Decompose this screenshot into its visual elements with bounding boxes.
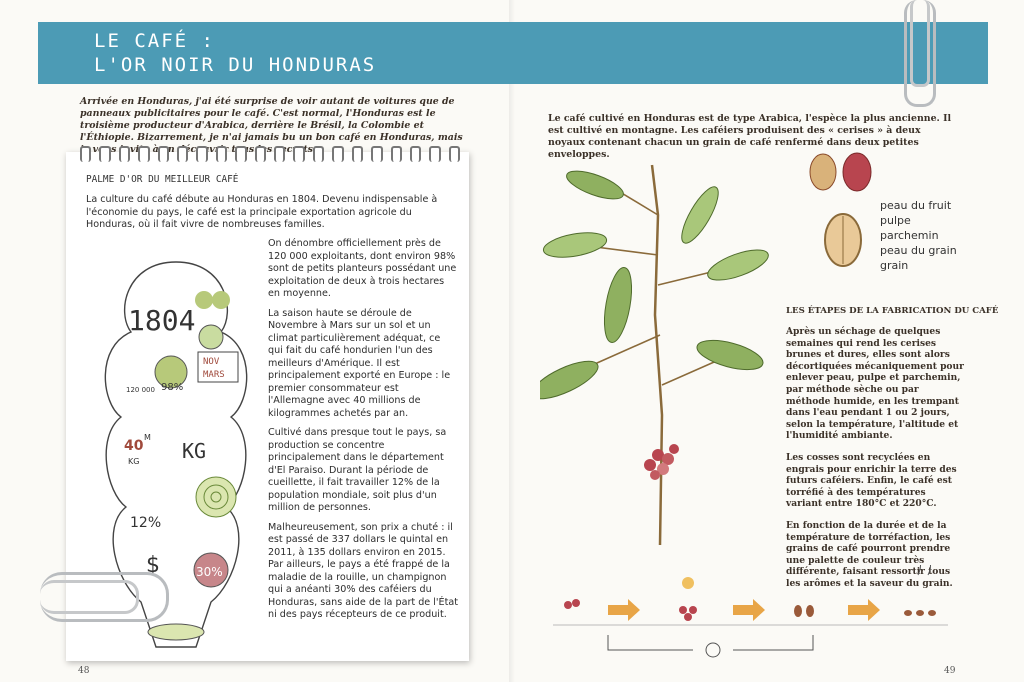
label-parchemin: parchemin: [880, 229, 939, 242]
steam-icon: [918, 565, 931, 575]
label-120000: 120 000: [126, 386, 155, 394]
page-number-left: 48: [78, 666, 90, 676]
label-pulpe: pulpe: [880, 214, 911, 227]
right-intro: Le café cultivé en Honduras est de type Arabica, l'espèce la plus ancienne. Il est cultivé en montagne. Les caféiers produisent des « cerises » à deux noyaux contenant chacun un grain de café renfermé dans deux petites enveloppes.: [548, 113, 952, 160]
notebook-para-1: La culture du café débute au Honduras en 1804. Devenu indispensable à l'économie du pays, le café est la principale exportation agricole du Honduras, où il fait vivre de nombreuses familles.: [86, 194, 438, 230]
spiral-rings: [80, 146, 460, 162]
steps-text: [786, 326, 964, 599]
label-1804: 1804: [128, 304, 196, 337]
process-strip: [548, 565, 958, 660]
title-line-1: LE CAFÉ :: [94, 30, 215, 52]
notebook-title: PALME D'OR DU MEILLEUR CAFÉ: [86, 174, 239, 185]
label-m: M: [144, 433, 151, 442]
recycle-icon: [706, 643, 720, 657]
recycle-line: [608, 635, 813, 650]
label-12: 12%: [130, 515, 162, 531]
notebook-para-5: Malheureusement, son prix a chuté : il est passé de 337 dollars le quintal en 2011, à 135 dollars environ en 2015. Par ailleurs, le pays a été frappé de la maladie de la rouille, un champignon qui a anéanti 30% des caféiers du Honduras, sans aide de la part de l'État ni des pays récepteurs de ce produit.: [268, 521, 459, 620]
cup-icon: [148, 624, 204, 640]
notebook-para-4: Cultivé dans presque tout le pays, sa production se concentre principalement dans le département d'El Paraiso. Durant la période de cueillette, il fait travailler 12% de la population mondiale, soit plus d'un million de personnes.: [268, 427, 447, 513]
globe-icon: [199, 325, 223, 349]
coffee-bean-diagram: [805, 150, 885, 275]
bean-labels: [880, 198, 957, 273]
label-peau-du-grain: peau du grain: [880, 244, 957, 257]
notebook-column: [268, 238, 458, 629]
book-spine: [509, 0, 515, 682]
title-line-2: L'OR NOIR DU HONDURAS: [94, 54, 377, 76]
arrow-icon-2: [733, 599, 765, 621]
paperclip-top-inner: [910, 0, 930, 87]
label-40: 40: [124, 438, 144, 454]
coffee-plant-illustration: [540, 155, 770, 555]
steps-para-1: Après un séchage de quelques semaines qui rend les cerises brunes et dures, elles sont alors décortiquées mécaniquement pour enlever peau, pulpe et parchemin, par méthode sèche ou par méthode humide, en les trempant dans l'eau pendant 1 ou 2 jours, selon la température, l'altitude et l'humidité ambiante.: [786, 326, 964, 442]
steps-para-3: En fonction de la durée et de la température de torréfaction, les grains de café pourront prendre une palette de couleur très différente, faisant ressortir tous les arômes et la saveur du grain.: [786, 519, 953, 589]
label-kg-big: KG: [182, 439, 207, 463]
farmer-icon: [195, 291, 213, 309]
notebook-para-2: On dénombre officiellement près de 120 000 exploitants, dont environ 98% sont de petits planteurs possédant une exploitation de deux à trois hectares en moyenne.: [268, 238, 457, 299]
title-banner: [38, 22, 988, 84]
steps-title: LES ÉTAPES DE LA FABRICATION DU CAFÉ: [786, 306, 999, 316]
sun-icon: [682, 577, 694, 589]
steps-para-2: Les cosses sont recyclées en engrais pour enrichir la terre des futurs caféiers. Enfin, le café est torréfié à des températures variant entre 180°C et 220°C.: [786, 451, 957, 510]
label-98: 98%: [161, 382, 184, 393]
label-nov: NOV: [203, 357, 220, 367]
paperclip-left-inner: [40, 580, 139, 614]
arrow-icon-3: [848, 599, 880, 621]
target-icon: [196, 477, 236, 517]
label-kg-small: KG: [128, 457, 140, 466]
label-grain: grain: [880, 259, 909, 272]
notebook-para-3: La saison haute se déroule de Novembre à Mars sur un sol et un climat particulièrement adéquat, ce qui fait du café hondurien l'un des meilleurs d'Amérique. Il est principalement exporté en Europe : le premier consommateur est l'Allemagne avec 40 millions de kilogrammes achetés par an.: [268, 307, 451, 419]
page-number-right: 49: [944, 666, 956, 676]
label-dollar: $: [146, 553, 160, 578]
label-mars: MARS: [203, 370, 225, 380]
arrow-icon-1: [608, 599, 640, 621]
label-30: 30%: [196, 565, 223, 579]
left-intro: Arrivée en Honduras, j'ai été surprise de voir autant de voitures que de panneaux publicitaires pour le café. C'est normal, l'Honduras est le troisième producteur d'Arabica, derrière le Brésil, la Colombie et l'Éthiopie. Bizarrement, je n'ai jamais bu un bon café en Honduras, mais invite à: [80, 96, 463, 155]
label-peau-du-fruit: peau du fruit: [880, 199, 952, 212]
